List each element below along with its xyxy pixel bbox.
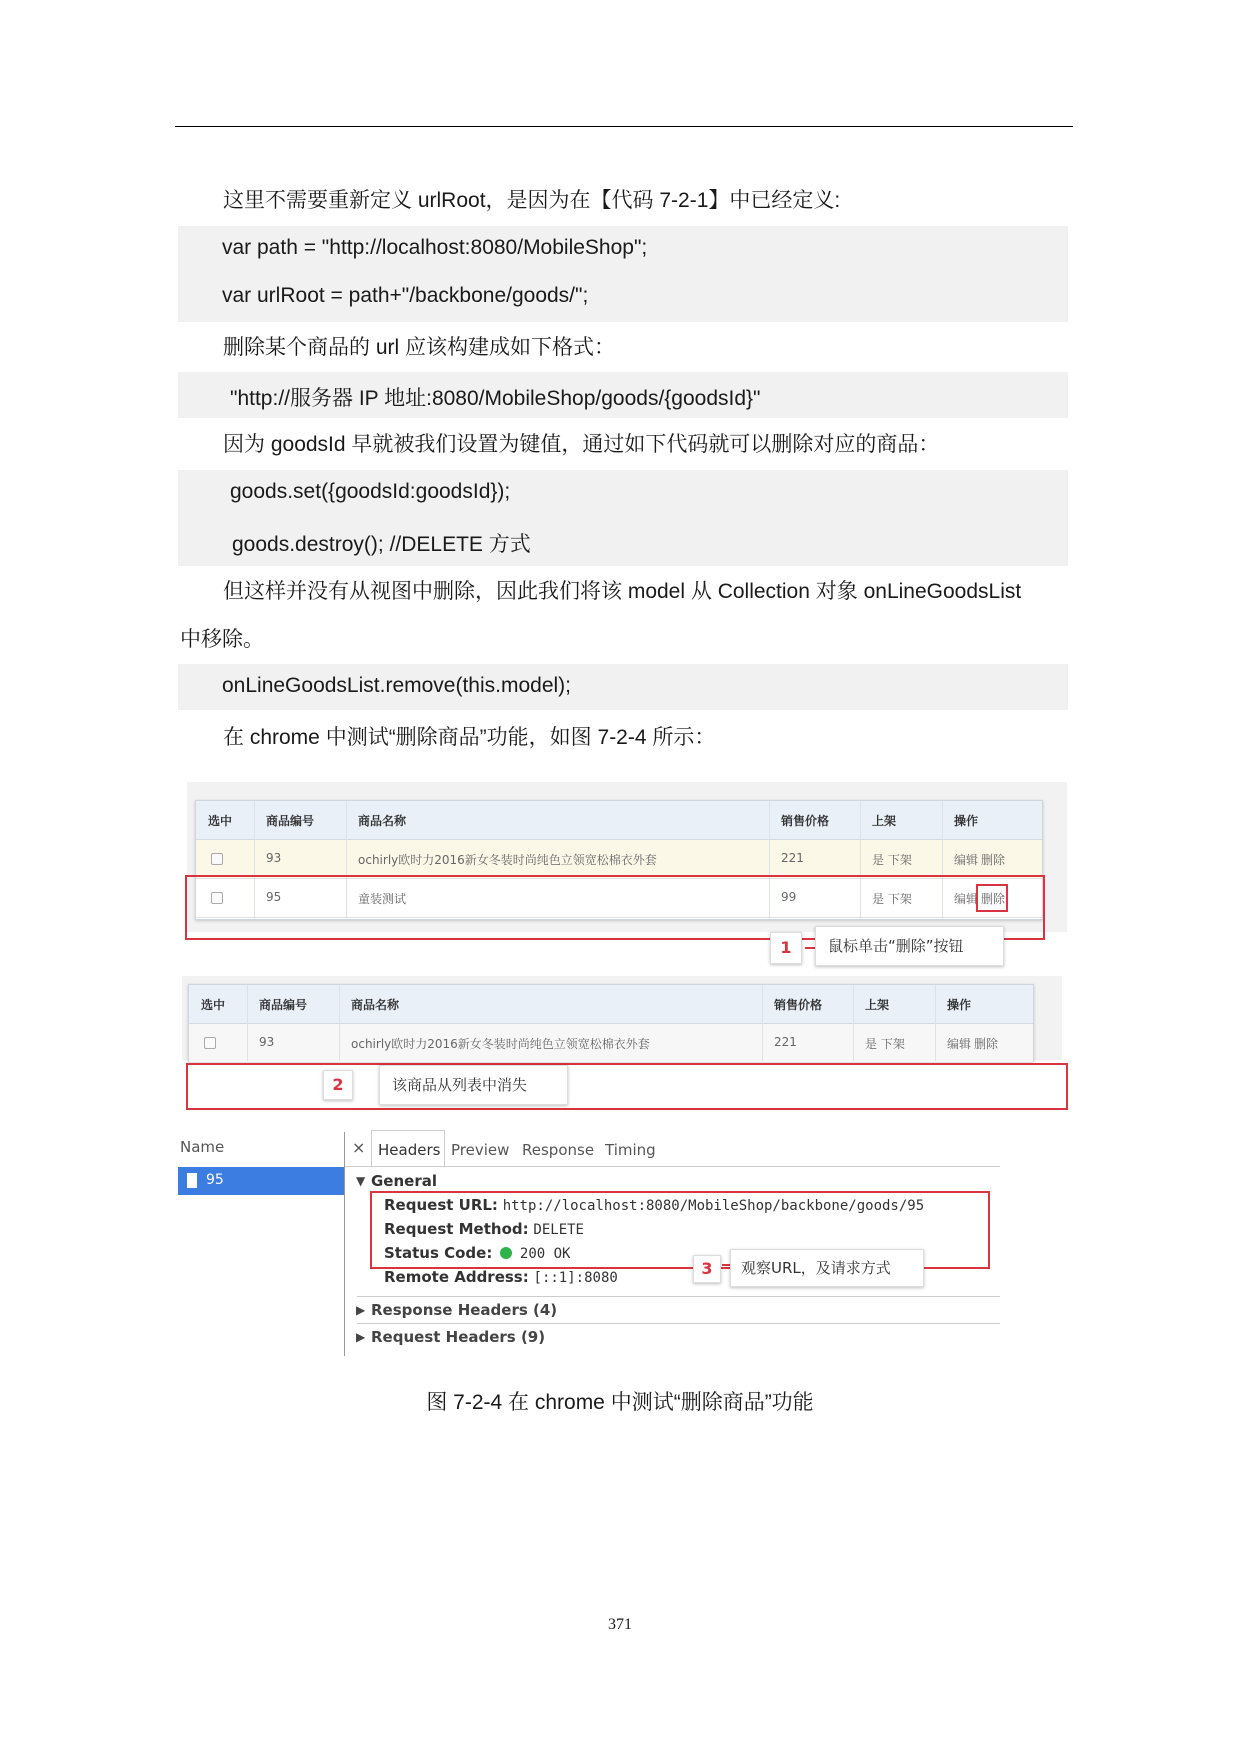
- paragraph-remove: 但这样并没有从视图中删除，因此我们将该 model 从 Collection 对象 onLineGoodsList: [223, 580, 1022, 603]
- tab-preview[interactable]: Preview: [451, 1141, 510, 1159]
- delete-link[interactable]: 删除: [974, 1037, 999, 1051]
- paragraph-goodsid: 因为 goodsId 早就被我们设置为键值，通过如下代码就可以删除对应的商品：: [223, 433, 940, 456]
- column-header: 操作: [954, 814, 979, 828]
- callout-label: 该商品从列表中消失: [379, 1065, 568, 1105]
- column-divider: [247, 985, 248, 1061]
- close-icon[interactable]: ×: [352, 1138, 366, 1157]
- table-header: [189, 985, 1033, 1024]
- column-header: 商品名称: [351, 998, 400, 1012]
- edit-link[interactable]: 编辑: [954, 892, 979, 906]
- callout-label: 鼠标单击“删除”按钮: [815, 926, 1004, 966]
- field-value: [::1]:8080: [533, 1270, 618, 1286]
- column-header: 选中: [208, 814, 233, 828]
- edit-link[interactable]: 编辑: [954, 853, 979, 867]
- collapse-triangle-icon: ▶: [356, 1330, 366, 1344]
- goods-price: 221: [781, 851, 804, 865]
- table-header: [196, 801, 1042, 840]
- row-checkbox[interactable]: [204, 1037, 216, 1049]
- goods-price: 99: [781, 890, 797, 904]
- edit-link[interactable]: 编辑: [947, 1037, 972, 1051]
- figure-caption: 图 7-2-4 在 chrome 中测试“删除商品”功能: [426, 1391, 814, 1414]
- goods-status: 是 下架: [865, 1037, 905, 1051]
- highlight-box-empty: [186, 1063, 1068, 1110]
- delete-link[interactable]: 删除: [981, 853, 1006, 867]
- section-divider: [357, 1296, 1000, 1297]
- tab-timing[interactable]: Timing: [605, 1141, 656, 1159]
- code-line: onLineGoodsList.remove(this.model);: [222, 674, 572, 697]
- section-divider: [357, 1323, 1000, 1324]
- callout-number: 1: [770, 932, 802, 964]
- column-header: 商品编号: [266, 814, 315, 828]
- highlight-box-delete: [976, 884, 1008, 912]
- goods-price: 221: [774, 1035, 797, 1049]
- goods-status: 是 下架: [872, 853, 912, 867]
- goods-status: 是 下架: [872, 892, 912, 906]
- page-number: 371: [608, 1616, 632, 1633]
- code-block-destroy: [178, 470, 1068, 566]
- paragraph-test: 在 chrome 中测试“删除商品”功能，如图 7-2-4 所示：: [223, 726, 716, 749]
- column-header: 操作: [947, 998, 972, 1012]
- column-divider: [762, 985, 763, 1061]
- field-label: Status Code:: [384, 1244, 493, 1262]
- code-line: "http://服务器 IP 地址:8080/MobileShop/goods/{goodsId}": [230, 387, 761, 410]
- column-header: 销售价格: [781, 814, 830, 828]
- general-section[interactable]: General: [371, 1172, 437, 1190]
- paragraph-remove-cont: 中移除。: [180, 628, 264, 651]
- field-label: Request URL:: [384, 1196, 498, 1214]
- header-field: [384, 1268, 618, 1286]
- goods-name: ochirly欧时力2016新女冬装时尚纯色立领宽松棉衣外套: [351, 1037, 650, 1051]
- row-checkbox[interactable]: [211, 853, 223, 865]
- table-row: [189, 1024, 1033, 1062]
- column-divider: [935, 985, 936, 1061]
- tab-headers[interactable]: Headers: [378, 1141, 441, 1159]
- code-line: var urlRoot = path+"/backbone/goods/";: [222, 284, 589, 307]
- field-value: 200 OK: [519, 1246, 571, 1262]
- field-value: http://localhost:8080/MobileShop/backbone/goods/95: [502, 1198, 925, 1214]
- paragraph-urlroot: 这里不需要重新定义 urlRoot，是因为在【代码 7-2-1】中已经定义:: [223, 189, 841, 212]
- callout-label: 观察URL，及请求方式: [730, 1249, 924, 1287]
- goods-name: 童装测试: [358, 892, 407, 906]
- column-divider: [853, 985, 854, 1061]
- callout-number: 2: [323, 1070, 353, 1100]
- field-label: Request Method:: [384, 1220, 529, 1238]
- table-row: [196, 840, 1042, 879]
- code-line: goods.set({goodsId:goodsId});: [230, 480, 511, 503]
- code-block-path: [178, 226, 1068, 322]
- response-headers-section[interactable]: Response Headers (4): [371, 1301, 558, 1319]
- code-block-url: [178, 372, 1068, 418]
- column-header: 销售价格: [774, 998, 823, 1012]
- file-icon: [187, 1173, 197, 1188]
- delete-link[interactable]: 删除: [981, 892, 1006, 906]
- collapse-triangle-icon: ▶: [356, 1303, 366, 1317]
- paragraph-url-format: 删除某个商品的 url 应该构建成如下格式：: [223, 336, 616, 359]
- goods-id: 93: [266, 851, 282, 865]
- field-label: Remote Address:: [384, 1268, 529, 1286]
- field-value: DELETE: [533, 1222, 584, 1238]
- column-header: 选中: [201, 998, 226, 1012]
- goods-id: 93: [259, 1035, 275, 1049]
- callout-number: 3: [693, 1255, 721, 1283]
- header-rule: [175, 126, 1073, 127]
- column-divider: [339, 985, 340, 1061]
- code-block-remove: [178, 664, 1068, 710]
- request-name: 95: [206, 1172, 224, 1188]
- goods-table-after: [188, 984, 1034, 1062]
- goods-name: ochirly欧时力2016新女冬装时尚纯色立领宽松棉衣外套: [358, 853, 657, 867]
- expand-triangle-icon: ▼: [356, 1174, 366, 1188]
- request-row-selected[interactable]: [178, 1167, 344, 1195]
- tab-bar-border: [345, 1166, 1000, 1167]
- goods-id: 95: [266, 890, 282, 904]
- request-headers-section[interactable]: Request Headers (9): [371, 1328, 546, 1346]
- code-line: var path = "http://localhost:8080/MobileShop";: [222, 236, 648, 259]
- column-header: 上架: [865, 998, 890, 1012]
- column-header: 商品名称: [358, 814, 407, 828]
- tab-response[interactable]: Response: [522, 1141, 595, 1159]
- code-line: goods.destroy(); //DELETE 方式: [232, 533, 531, 556]
- name-column-header: Name: [180, 1138, 225, 1156]
- column-header: 商品编号: [259, 998, 308, 1012]
- column-header: 上架: [872, 814, 897, 828]
